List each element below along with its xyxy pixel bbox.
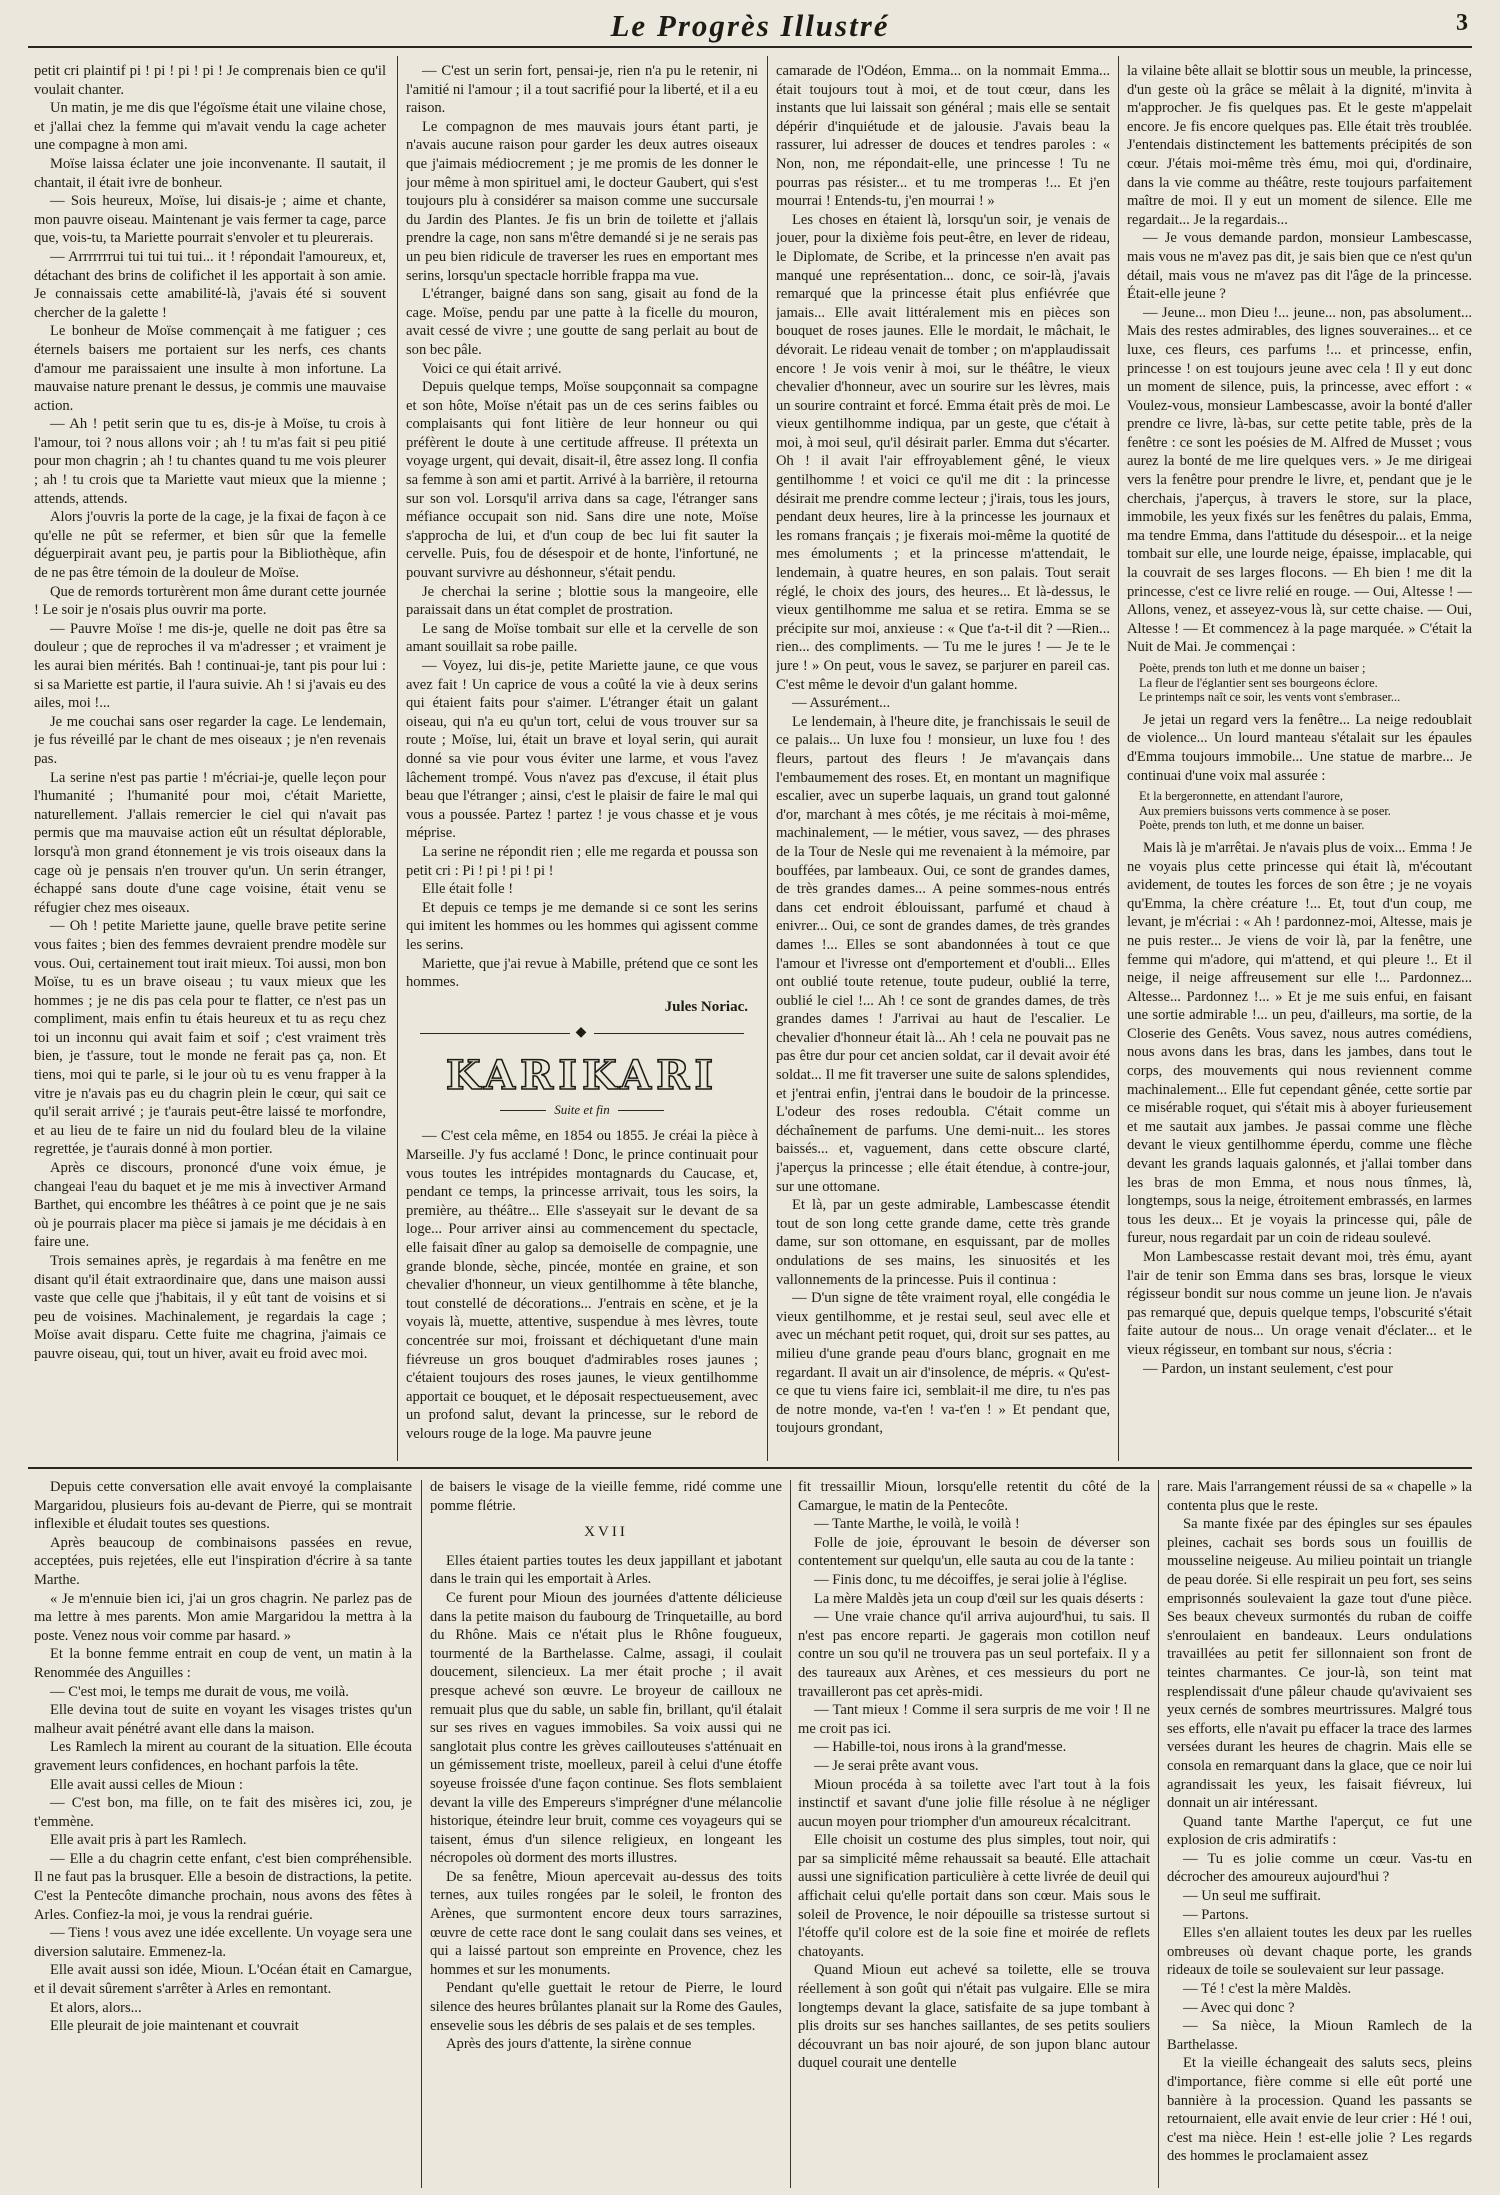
paragraph: Un matin, je me dis que l'égoïsme était une vilaine chose, et j'allai chez la femme qui m'avait vendu la cage acheter une compagne à mon ami. — [34, 100, 386, 154]
chapter-heading: XVII — [584, 1524, 628, 1541]
paragraph: Mioun procéda à sa toilette avec l'art tout à la fois instinctif et savant d'une jolie fille résolue à ne négliger aucun moyen pour triompher d'un amoureux récalcitrant. — [798, 1776, 1150, 1830]
top-column-4 — [1127, 62, 1472, 1460]
paragraph: Elle devina tout de suite en voyant les visages tristes qu'un malheur avait pénétré avant elle dans la maison. — [34, 1702, 412, 1737]
author-signature: Jules Noriac. — [664, 998, 748, 1015]
paragraph: La serine n'est pas partie ! m'écriai-je, quelle leçon pour l'humanité ; l'humanité pour moi, c'était Mariette, naturellement. J'allais remercier le ciel qui n'avait pas permis que ma mauvaise action eût un résultat déplorable, lorsqu'à mon grand étonnement je vis trois oiseaux dans la cage où je pensais n'en trouver qu'un. Un serin étranger, échappé sans doute d'une cage voisine, était venu se réfugier chez mes oiseaux. — [34, 769, 386, 916]
paragraph: — Tu es jolie comme un cœur. Vas-tu en décrocher des amoureux aujourd'hui ? — [1167, 1850, 1472, 1886]
paragraph: — Un seul me suffirait. — [1183, 1888, 1321, 1905]
paragraph: Voici ce qui était arrivé. — [422, 360, 562, 377]
paragraph: — Je vous demande pardon, monsieur Lambescasse, mais vous ne m'avez pas dit, je sais bien que ce n'est qu'un détail, mais vous ne m'avez pas dit l'âge de la princesse. Était-elle jeune ? — [1127, 230, 1472, 303]
paragraph: Depuis cette conversation elle avait envoyé la complaisante Margaridou, plusieurs fois au-devant de Pierre, qui se montrait inflexible et éludait toutes ses questions. — [34, 1479, 412, 1533]
paragraph: — Pauvre Moïse ! me dis-je, quelle ne doit pas être sa douleur ; que de reproches il va m'adresser ; et vraiment je les aurai bien mérités. Bah ! continuai-je, tant pis pour lui : si sa Mariette est partie, il l'aura suivie. Ah ! si j'avais eu des ailes, moi !... — [34, 620, 386, 712]
paragraph: Que de remords torturèrent mon âme durant cette journée ! Le soir je n'osais plus ouvrir ma porte. — [34, 583, 386, 619]
paragraph: de baisers le visage de la vieille femme, ridé comme une pomme flétrie. — [430, 1479, 782, 1514]
paragraph: Et la vieille échangeait des saluts secs, pleins d'importance, fière comme si elle eût porté une bannière à la procession. Quand les passants se retournaient, elle avait envie de leur crier : Hé ! oui, c'est ma nièce. Hein ! est-elle jolie ? Les regards des hommes le proclamaient assez — [1167, 2055, 1472, 2165]
verse-line: Aux premiers buissons verts commence à se poser. — [1139, 803, 1391, 818]
paragraph: Et alors, alors... — [50, 1999, 142, 2016]
paragraph: — Partons. — [1183, 1906, 1249, 1923]
column-rule — [421, 1480, 422, 2188]
bottom-column-1 — [34, 1478, 412, 2190]
top-column-1 — [34, 62, 386, 1460]
verse-line: Poète, prends ton luth, et me donne un baiser. — [1139, 818, 1365, 833]
paragraph: Alors j'ouvris la porte de la cage, je la fixai de façon à ce qu'elle ne pût se refermer, et bien sûr que la femelle déguerpirait avant peu, je partis pour la Bibliothèque, afin de ne pas être témoin de la douleur de Moïse. — [34, 509, 386, 582]
verse-line: Le printemps naît ce soir, les vents vont s'embraser... — [1139, 690, 1401, 705]
paragraph: — Avec qui donc ? — [1183, 1999, 1295, 2016]
paragraph: Après ce discours, prononcé d'une voix émue, je changeai l'eau du baquet et je me mis à invectiver Armand Barthet, qui encombre les théâtres à ce point que je ne sais où je pourrais placer ma pièce si jamais je me décidais à en faire une. — [34, 1160, 386, 1251]
verse-line: La fleur de l'églantier sent ses bourgeons éclore. — [1139, 675, 1378, 690]
paragraph: Mon Lambescasse restait devant moi, très ému, ayant l'air de tenir son Emma dans ses bras, lorsque le vieux régisseur bondit sur nous comme un jeune lion. Je n'avais pas remarqué que, depuis quelque temps, l'obscurité s'était faite autour de nous... Un orage venait d'éclater... et le vieux régisseur, en tombant sur nous, s'écria : — [1127, 1249, 1472, 1358]
paragraph: La mère Maldès jeta un coup d'œil sur les quais déserts : — [814, 1590, 1144, 1607]
paragraph: — Sois heureux, Moïse, lui disais-je ; aime et chante, mon pauvre oiseau. Maintenant je vais fermer ta cage, parce que, vois-tu, ta Mariette pourrait s'envoler et tu pleurerais. — [34, 193, 386, 247]
paragraph: — Oh ! petite Mariette jaune, quelle brave petite serine vous faites ; bien des femmes devraient prendre modèle sur vous. Oui, certainement tout irait mieux. Toi aussi, mon bon Moïse, tu es un brave oiseau ; tu vaux mieux que les hommes ; je ne dis pas cela pour te flatter, ce n'est pas un compliment, mais enfin tu étais heureux et tu as reçu chez toi un inconnu qui avait faim et soif ; c'est vraiment très bien, je t'assure, tout le monde ne ferait pas ça, non. Et tiens, moi qui te parle, si le jour où tu es venu frapper à la vitre je n'avais pas eu du chagrin plein le cœur, qui sait ce qu'il serait arrivé ; je t'aurais peut-être laissé te morfondre, et au lieu de te faire un nid du foulard bleu de la vilaine regrettée, je t'aurais donné à mon portier. — [34, 918, 386, 1158]
paragraph: L'étranger, baigné dans son sang, gisait au fond de la cage. Moïse, pendu par une patte à la ficelle du mouron, avait cessé de vivre ; une goutte de sang perlait au bout de son bec pâle. — [406, 286, 758, 358]
paragraph: camarade de l'Odéon, Emma... on la nommait Emma... était toujours tout à moi, et de tout cœur, dans les instants que lui laissait son général ; mais elle se sentait dépérir d'inquiétude et de jalousie. J'avais beau la rassurer, lui adresser de douces et tendres paroles : « Non, non, me répondait-elle, une princesse ! Tu ne pourras pas résister... et tu me tromperas !... Et j'en mourrai ! Entends-tu, j'en mourrai ! » — [776, 63, 1110, 210]
paragraph: Elle avait aussi celles de Mioun : — [50, 1776, 243, 1793]
bottom-column-2 — [430, 1478, 782, 2190]
paragraph: — Ah ! petit serin que tu es, dis-je à Moïse, tu crois à l'amour, toi ? nous allons voir ; ah ! tu m'as fait si peu pitié pour mon chagrin ; ah ! tu chantes quand tu me vois pleurer ; ah ! tu crois que ta Mariette vaut mieux que la mienne ; attends, attends. — [34, 416, 386, 507]
paragraph: — Elle a du chagrin cette enfant, c'est bien compréhensible. Il ne faut pas la brusquer. Elle a besoin de distractions, la petite. C'est la Pentecôte dimanche prochain, nous avons des fêtes à Arles. Confiez-la moi, je vous la rendrai guérie. — [34, 1850, 412, 1923]
paragraph: — Tiens ! vous avez une idée excellente. Un voyage sera une diversion salutaire. Emmenez-la. — [34, 1925, 412, 1960]
column-rule — [397, 56, 398, 1461]
paragraph: Elle avait pris à part les Ramlech. — [50, 1832, 247, 1849]
paragraph: Quand Mioun eut achevé sa toilette, elle se trouva réellement à son goût qui n'était pas vulgaire. Elle se mira longtemps devant la glace, satisfaite de sa jupe tombant à plis droits sur ses hanches saillantes, de ses petits souliers découvrant un bas noir ajouré, de son jupon blanc autour duquel courait une dentelle — [798, 1962, 1150, 2072]
paragraph: — Sa nièce, la Mioun Ramlech de la Barthelasse. — [1167, 2018, 1472, 2053]
paragraph: — C'est moi, le temps me durait de vous, me voilà. — [50, 1683, 349, 1700]
paragraph: Mais là je m'arrêtai. Je n'avais plus de voix... Emma ! Je ne voyais plus cette princesse qui était là, m'écoutant avidement, de toutes les forces de son être ; je ne voyais qu'Emma, la chère créature !... Et, tout d'un coup, me levant, je m'écriai : « Ah ! pardonnez-moi, Altesse, mais je ne puis rester... Je viens de voir là, par la fenêtre, une femme qui m'adore, qui m'attend, et qui pleure !.. Et il neige, il neige affreusement sur elle !... Pardonnez... Altesse... Pardonnez !... » Et je me suis enfui, en faisant une sortie admirable !... un peu, d'ailleurs, ma sortie, de la Closerie des Genêts. Vous savez, nous autres comédiens, nous avons dans les bras, dans les jambes, dans tout le corps, des mouvements qui nous reviennent comme machinalement... Elle fut cependant gênée, cette sortie par ce misérable roquet, qui s'était mis à aboyer furieusement et me sautait aux jambes. Je passai comme une flèche devant le vieux gentilhomme éperdu, comme une flèche devant les grands laquais galonnés, et j'allai tomber dans les bras de mon Emma, et nous nous tînmes, là, longtemps, sous la neige, étroitement embrassés, en larmes tous les deux... Et je voyais la princesse qui, pâle de fureur, nous regardait par un coin de rideau soulevé. — [1127, 839, 1472, 1247]
paragraph: — Tant mieux ! Comme il sera surpris de me voir ! Il ne me croit pas ici. — [798, 1702, 1150, 1737]
paragraph: Pendant qu'elle guettait le retour de Pierre, le lourd silence des heures brûlantes planait sur la Rome des Gaules, ensevelie sous les débris de ses palais et de ses temples. — [430, 1980, 782, 2034]
paragraph: — Té ! c'est la mère Maldès. — [1183, 1981, 1352, 1998]
paragraph: Elle pleurait de joie maintenant et couvrait — [50, 2018, 299, 2035]
paragraph: — Tante Marthe, le voilà, le voilà ! — [814, 1516, 1020, 1533]
paragraph: Après beaucoup de combinaisons passées en revue, acceptées, puis rejetées, elle eut l'inspiration d'écrire à sa tante Marthe. — [34, 1534, 412, 1588]
column-rule — [1118, 56, 1119, 1461]
ornament-divider: ◆ — [406, 1024, 758, 1043]
paragraph: Je me couchai sans oser regarder la cage. Le lendemain, je fus réveillé par le chant de mes oiseaux ; je n'en revenais pas. — [34, 713, 386, 767]
paragraph: Le compagnon de mes mauvais jours étant parti, je n'avais aucune raison pour garder les deux autres oiseaux que j'aimais médiocrement ; je me promis de les donner le jour même à mon spirituel ami, le docteur Gaubert, qui s'est toujours plu à considérer sa maison comme une succursale du Jardin des Plantes. Je fis un brin de toilette et j'allais prendre la cage, non sans m'être demandé si je ne serais pas un peu bien ridicule de traverser les rues en emportant mes serins, lorsqu'un spectacle horrible frappa ma vue. — [406, 118, 758, 284]
paragraph: Le sang de Moïse tombait sur elle et la cervelle de son amant souillait sa robe paille. — [406, 620, 758, 656]
paragraph: Elle choisit un costume des plus simples, tout noir, qui par sa simplicité même rehaussait sa beauté. Elle attachait aussi une signification particulière à cette livrée de deuil qui affichait celui qu'elle portait dans son cœur. Mais sous le soleil de Provence, le noir dépouille sa tristesse surtout si l'étoffe qu'il colore est de la soie fine et moirée de reflets chatoyants. — [798, 1832, 1150, 1960]
paragraph: — Finis donc, tu me décoiffes, je serai jolie à l'église. — [814, 1571, 1128, 1588]
paragraph: Elle avait aussi son idée, Mioun. L'Océan était en Camargue, et il devait sûrement s'arrêter à Arles en remontant. — [34, 1962, 412, 1998]
section-divider — [28, 1467, 1472, 1469]
paragraph: petit cri plaintif pi ! pi ! pi ! pi ! Je comprenais bien ce qu'il voulait chanter. — [34, 63, 386, 98]
page-number: 3 — [1456, 10, 1468, 36]
paragraph: Et la bonne femme entrait en coup de vent, un matin à la Renommée des Anguilles : — [34, 1646, 412, 1681]
paragraph: Les choses en étaient là, lorsqu'un soir, je venais de jouer, pour la dixième fois peut-être, en lever de rideau, le Diplomate, de Scribe, et la princesse n'en avait pas manqué une représentation... donc, ce soir-là, j'avais remarqué que la princesse était plus enfiévrée que jamais... Elle avait littéralement mis en pièces son bouquet de roses jaunes. Elle le mordait, le mâchait, le dévorait. Le rideau venait de tomber ; on m'applaudissait encore ! Je vois venir à moi, sur le théâtre, le vieux chevalier d'honneur, avec un sourire sur les lèvres, mais un sourire contraint et forcé. Emma était près de moi. Le vieux gentilhomme indiqua, par un geste, que c'était à moi, à moi seul, qu'il désirait parler. Emma dut s'écarter. Oh ! il avait l'air effroyablement gêné, le vieux gentilhomme ! et voici ce qu'il me dit : la princesse désirait me prendre comme lecteur ; j'irais, tous les jours, pendant deux heures, lire à la princesse les journaux et les romans français ; je fixerais moi-même la quotité de mes émoluments ; et la princesse m'attendait, le lendemain, à quatre heures, en son palais. Tout serait réglé, le choix des jours, des heures... Et là-dessus, le vieux gentilhomme me salua et se retira. Emma se se précipite sur moi, anxieuse : « Que t'a-t-il dit ? —Rien... rien... des compliments. — Tu me le jures ! — Je te le jure ! » On peut, vous le savez, se parjurer en pareil cas. C'est même le devoir d'un galant homme. — [776, 211, 1110, 693]
bottom-column-4 — [1167, 1478, 1472, 2190]
paragraph: — C'est cela même, en 1854 ou 1855. Je créai la pièce à Marseille. J'y fus acclamé ! Donc, le prince continuait pour vous toutes les intrépides montagnards du Caucase, et, pendant ce temps, la princesse arrivait, tous les soirs, la première, au théâtre... Elle s'asseyait sur le devant de sa loge... Pour arriver ainsi au commencement du spectacle, elle faisait dîner au galop sa demoiselle de compagnie, une grande blonde, sèche, pincée, montée en graine, et son chevalier d'honneur, un vieux gentilhomme à tête blanche, tout constellé de décorations... J'entrais en scène, et je la voyais là, muette, attentive, suspendue à mes lèvres, toute concentrée sur moi, froissant et déchiquetant d'une main fiévreuse un gros bouquet d'admirables roses jaunes ; c'étaient toujours des roses jaunes, le vieux gentilhomme apportait ce bouquet, et le déposait respectueusement, avec un profond salut, devant la princesse, sur le rebord de velours rouge de la loge. Ma pauvre jeune — [406, 1128, 758, 1442]
paragraph: « Je m'ennuie bien ici, j'ai un gros chagrin. Ne parlez pas de ma lettre à mes parents. Mon amie Margaridou la mettra à la poste. Venez nous voir comme par hasard. » — [34, 1590, 412, 1644]
paragraph: — Arrrrrrrui tui tui tui tui... it ! répondait l'amoureux, et, détachant des brins de colifichet il les apportait à son amie. Je connaissais cette amabilité-là, j'avais été si souvent chercher de la galette ! — [34, 248, 386, 321]
paragraph: De sa fenêtre, Mioun apercevait au-dessus des toits ternes, aux tuiles rongées par le soleil, le fronton des Arènes, que surmontent encore deux tours sarrazines, œuvre de cette race dont le sang coulait dans ses veines, et qui a laissé partout son empreinte en Provence, chez les hommes et sur les monuments. — [430, 1868, 782, 1978]
paragraph: — Pardon, un instant seulement, c'est pour — [1143, 1360, 1393, 1377]
paragraph: — Je serai prête avant vous. — [814, 1757, 979, 1774]
paragraph: Folle de joie, éprouvant le besoin de déverser son contentement sur quelqu'un, elle sauta au cou de la tante : — [798, 1534, 1150, 1570]
paragraph: Elles étaient parties toutes les deux jappillant et jabotant dans le train qui les emportait à Arles. — [430, 1552, 782, 1588]
paragraph: Trois semaines après, je regardais à ma fenêtre en me disant qu'il était extraordinaire que, dans une maison aussi vaste que celle que j'habitais, il y eût tant de voisins et si peu de voisines. Machinalement, je regardais la cage ; Moïse avait disparu. Cette fuite me chagrina, j'aimais ce pauvre oiseau, qui, tout un hiver, avait eu froid avec moi. — [34, 1253, 386, 1362]
column-rule — [1158, 1480, 1159, 2188]
column-rule — [790, 1480, 791, 2188]
verse-line: Et la bergeronnette, en attendant l'aurore, — [1139, 789, 1343, 804]
paragraph: Mariette, que j'ai revue à Mabille, prétend que ce sont les hommes. — [406, 955, 758, 991]
top-column-2 — [406, 62, 758, 1460]
paragraph: — Habille-toi, nous irons à la grand'messe. — [814, 1739, 1067, 1756]
verse-line: Poète, prends ton luth et me donne un baiser ; — [1139, 661, 1366, 675]
verse-block — [1127, 661, 1472, 705]
paragraph: Moïse laissa éclater une joie inconvenante. Il sautait, il chantait, il était ivre de bonheur. — [34, 155, 386, 191]
paragraph: — Une vraie chance qu'il arriva aujourd'hui, tu sais. Il n'est pas encore reparti. Je gagerais mon cotillon neuf contre un sou qu'il ne trouvera pas un seul portefaix. Il y a des taureaux aux Arènes, et ces messieurs du port ne travailleront pas cet après-midi. — [798, 1609, 1150, 1700]
paragraph: Le bonheur de Moïse commençait à me fatiguer ; ces éternels baisers me portaient sur les nerfs, ces chants d'amour me paraissaient une insulte à mon infortune. La mauvaise nature prenant le dessus, je commis une mauvaise action. — [34, 323, 386, 414]
paragraph: Sa mante fixée par des épingles sur ses épaules pleines, cachait ses bords sous un fouillis de mousseline neigeuse. Au milieu pointait un triangle de peau dorée. Si elle respirait un peu fort, ses seins emprisonnés soulevaient la gaze tout d'une pièce. Ses beaux cheveux surmontés du ruban de coiffe s'enroulaient en bandeaux. Leurs ondulations travaillées au petit fer sillonnaient son front de teintes charmantes. Ce jour-là, son teint mat resplendissait d'une pâleur chaude qu'avivaient ses yeux cernés de sombres meurtrissures. Malgré tous ses efforts, elle n'avait pu effacer la trace des larmes versées durant les heures de chagrin. Mais elle se consola en remarquant dans la glace, que ce noir lui agrandissait les yeux, les faisait fiévreux, lui donnait un air intéressant. — [1167, 1516, 1472, 1812]
column-rule — [767, 56, 768, 1461]
page-header — [28, 6, 1472, 48]
feuilleton-subtitle: Suite et fin — [406, 1101, 758, 1120]
paragraph: Je jetai un regard vers la fenêtre... La neige redoublait de violence... Un lourd manteau s'étalait sur les épaules d'Emma toujours immobile... Une statue de marbre... Je continuai d'une voix mal assurée : — [1127, 711, 1472, 784]
paragraph: Et depuis ce temps je me demande si ce sont les serins qui imitent les hommes ou les hommes qui agissent comme les serins. — [406, 899, 758, 953]
paragraph: Quand tante Marthe l'aperçut, ce fut une explosion de cris admiratifs : — [1167, 1813, 1472, 1849]
paragraph: Elles s'en allaient toutes les deux par les ruelles ombreuses où devant chaque porte, les grands rideaux de toile se soulevaient sur leur passage. — [1167, 1925, 1472, 1979]
paragraph: — Jeune... mon Dieu !... jeune... non, pas absolument... Mais des restes admirables, des lignes souveraines... et ce luxe, ces fleurs, ces parfums !... et princesse, enfin, princesse ! on est toujours jeune avec cela ! Il y eut donc un moment de silence, puis, la princesse, avec effort : « Voulez-vous, monsieur Lambescasse, avoir la bonté d'aller prendre ce livre, là-bas, sur cette petite table, près de la fenêtre : ce sont les poésies de M. Alfred de Musset ; vous aurez la bonté de me lire quelques vers. » Je me dirigeai vers la fenêtre pour prendre le livre, et, pendant que je le cherchais, j'aperçus, à travers le store, sur la place, immobile, les yeux fixés sur les fenêtres du palais, Emma, ma tendre Emma, dans l'attitude du désespoir... et la neige tombait sur elle, une lourde neige, épaisse, implacable, qui la couvrait de ses larges flocons. — Eh bien ! me dit la princesse, c'est ce livre relié en rouge. — Oui, Altesse ! — Allons, venez, et asseyez-vous là, sur cette chaise. — Oui, Altesse ! — Et commencez à la page marquée. » C'était la Nuit de Mai. Je commençai : — [1127, 304, 1472, 656]
paragraph: Le lendemain, à l'heure dite, je franchissais le seuil de ce palais... Un luxe fou ! monsieur, un luxe fou ! des fleurs, partout des fleurs ! Je m'avançais dans l'embaumement des roses. Et, en montant un magnifique escalier, avec un superbe laquais, un grand tout galonné d'or, marchant à mes côtés, je me récitais à moi-même, machinalement, — le métier, vous savez, — des phrases de la Tour de Nesle qui me revenaient à la mémoire, par bouffées, par lambeaux. Oui, ce sont de grandes dames, de très grandes dames... A peine sommes-nous entrés dans cet endroit éblouissant, parfumé et chaud à enivrer... Oui, ce sont de grandes dames, de très grandes dames !... Elles se sont abandonnées à tout ce que l'amour et l'ivresse ont d'emportement et d'oubli... Elles ont oublié toute retenue, toute pudeur, oublié la terre, oublié le ciel !... Ah ! ce sont de grandes dames, de très grandes dames ! J'arrivai au haut de l'escalier. Le chevalier d'honneur était là... Ah ! cela ne pouvait pas ne pas être dur pour cet ancien soldat, car il devait avoir été soldat... Il me fit traverser une suite de salons splendides, et j'entrai enfin, j'entrai dans le boudoir de la princesse. L'odeur des roses redoubla. C'était comme un déchaînement de parfums. Une demi-nuit... les stores baissés... et, vaguement, dans cette obscure clarté, j'aperçus la princesse ; elle était étendue, à contre-jour, sur une ottomane. — [776, 713, 1110, 1195]
feuilleton-title: KARIKARI — [445, 1051, 719, 1099]
verse-block — [1127, 789, 1472, 833]
paragraph: Elle était folle ! — [422, 881, 514, 898]
paragraph: fit tressaillir Mioun, lorsqu'elle retentit du côté de la Camargue, le matin de la Pentecôte. — [798, 1479, 1150, 1514]
paragraph: rare. Mais l'arrangement réussi de sa « chapelle » la contenta plus que le reste. — [1167, 1479, 1472, 1514]
paragraph: — C'est bon, ma fille, on te fait des misères ici, zou, je t'emmène. — [34, 1795, 412, 1830]
paragraph: — D'un signe de tête vraiment royal, elle congédia le vieux gentilhomme, et je restai seul, seul avec elle et avec un méchant petit roquet, qui, droit sur ses pattes, au milieu d'une grande peau d'ours blanc, grognait en me regardant. Il avait un air d'insolence, de mépris. « Qu'est-ce que tu viens faire ici, semblait-il me dire, tu n'es pas de notre monde, va-t'en ! va-t'en ! » Et pendant que, toujours grondant, — [776, 1290, 1110, 1437]
paragraph: La serine ne répondit rien ; elle me regarda et poussa son petit cri : Pi ! pi ! pi ! pi ! — [406, 843, 758, 879]
paragraph: — Voyez, lui dis-je, petite Mariette jaune, ce que vous avez fait ! Un caprice de vous a coûté la vie à deux serins qui étaient faits pour s'aimer. L'étranger était un galant oiseau, qui n'a eu qu'un tort, celui de vous trouver sur sa route ; Moïse, lui, était un brave et loyal serin, qui aurait donné sa vie pour vous éviter une larme, et vous l'avez lâchement trompé. Vous n'avez pas d'excuse, il était plus beau que l'étranger ; ainsi, c'est le plaisir de faire le mal qui vous a poussée. Partez ! partez ! je vous chasse et je vous méprise. — [406, 658, 758, 842]
paragraph: la vilaine bête allait se blottir sous un meuble, la princesse, d'un geste où la grâce se mêlait à la dignité, m'invita à m'approcher. Je fis quelques pas. Et le geste m'appelait encore. Je fis encore quelques pas. Elle était très troublée. J'entendais distinctement les battements précipités de son cœur. J'étais moi-même très ému, moi qui, d'ordinaire, dans la vie comme au théâtre, reste toujours parfaitement maître de moi. Il y eut un moment de silence. Elle me regardait... Je la regardais... — [1127, 63, 1472, 228]
bottom-column-3 — [798, 1478, 1150, 2190]
paragraph: Les Ramlech la mirent au courant de la situation. Elle écouta gravement leurs confidences, en hochant parfois la tête. — [34, 1739, 412, 1774]
paragraph: — C'est un serin fort, pensai-je, rien n'a pu le retenir, ni l'amitié ni l'amour ; il a tout sacrifié pour la liberté, et il a eu raison. — [406, 63, 758, 117]
masthead: Le Progrès Illustré — [610, 8, 890, 43]
paragraph: Et là, par un geste admirable, Lambescasse étendit tout de son long cette grande dame, cette très grande dame, sur son ottomane, en esquissant, par de molles ondulations de ses mains, les sinuosités et les vallonnements de la princesse. Puis il continua : — [776, 1197, 1110, 1288]
paragraph: Je cherchai la serine ; blottie sous la mangeoire, elle paraissait dans un état complet de prostration. — [406, 583, 758, 619]
paragraph: — Assurément... — [792, 695, 891, 712]
top-column-3 — [776, 62, 1110, 1460]
paragraph: Depuis quelque temps, Moïse soupçonnait sa compagne et son hôte, Moïse n'était pas un de ces serins faibles ou complaisants qui font litière de leur honneur ou qui préfèrent le doute à une certitude affreuse. Il prétexta un voyage urgent, qui devait, disait-il, être assez long. Il confia sa femme à son ami et partit. Arrivé à la barrière, il retourna sur son vol. Lorsqu'il arriva dans sa cage, l'étranger sans méfiance occupait son nid. Sans dire une note, Moïse s'approcha de lui, et d'un coup de bec lui fit sauter la cervelle. Puis, fou de désespoir et de honte, l'infortuné, ne pouvant survivre au déshonneur, s'était pendu. — [406, 379, 758, 582]
paragraph: Ce furent pour Mioun des journées d'attente délicieuse dans la petite maison du faubourg de Trinquetaille, au bord du Rhône. Mais ce n'était plus le Rhône fougueux, tourmenté de la Barthelasse. Calme, assagi, il coulait doucement, silencieux. La mer était proche ; il avait presque achevé son œuvre. Le broyeur de cailloux ne remuait plus que du sable, un sable fin, brillant, qu'il étalait sur ses rives en vagues immobiles. Sa voix aussi qui ne sanglotait plus contre les grèves caillouteuses s'atténuait en un gémissement triste, moelleux, pareil à celui d'une étoffe soyeuse froissée d'une façon continue. Ses flots semblaient devant la ville des Empereurs s'imprégner d'une mélancolie historique, éteindre leur bruit, comme ces voyageurs qui se taisent, émus d'un silence religieux, en longeant les nécropoles où dorment des morts illustres. — [430, 1589, 782, 1867]
paragraph: Après des jours d'attente, la sirène connue — [446, 2036, 692, 2053]
